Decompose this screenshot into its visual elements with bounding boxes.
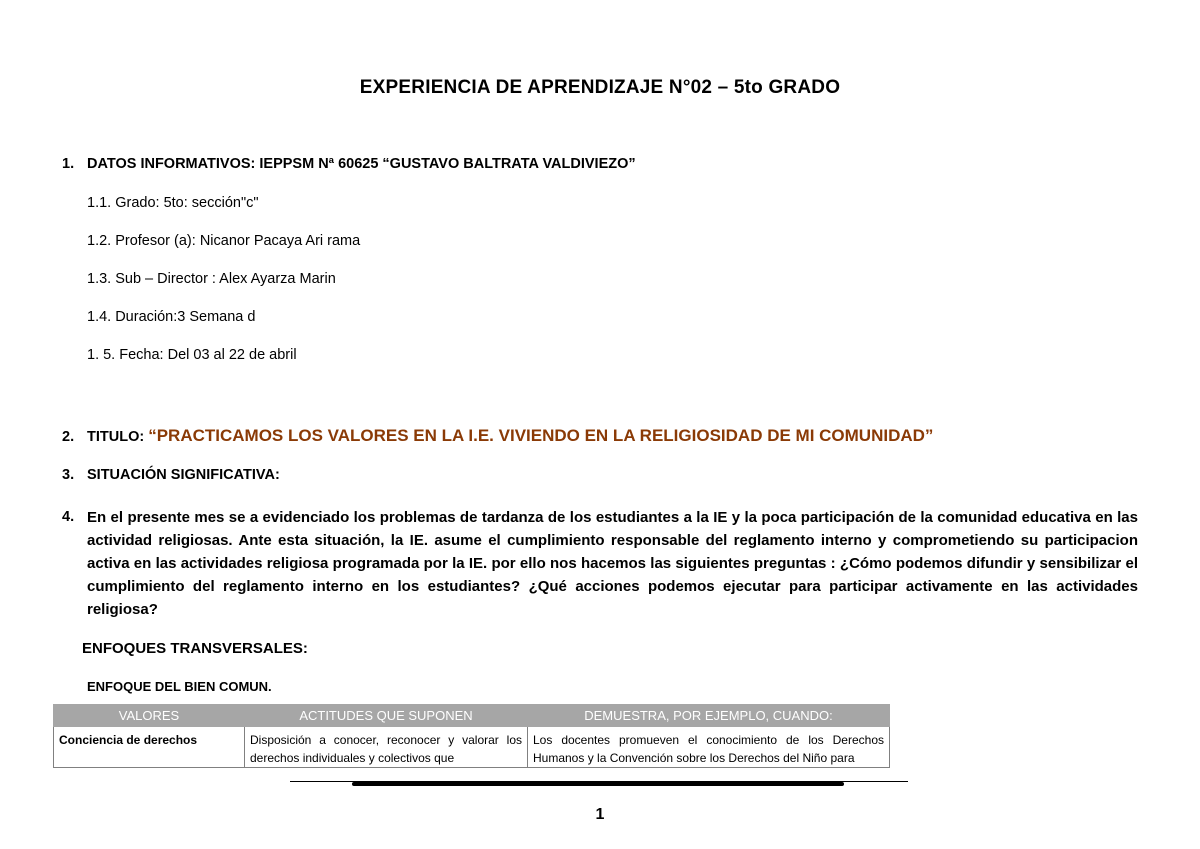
table-row [54, 727, 890, 768]
cell-actitud: Disposición a conocer, reconocer y valorar los derechos individuales y colectivos que [245, 727, 528, 768]
experience-title: “PRACTICAMOS LOS VALORES EN LA I.E. VIVIENDO EN LA RELIGIOSIDAD DE MI COMUNIDAD” [148, 426, 934, 445]
info-profesor: 1.2. Profesor (a): Nicanor Pacaya Ari rama [87, 233, 361, 249]
section-datos-informativos [62, 156, 636, 172]
section-label: SITUACIÓN SIGNIFICATIVA: [87, 467, 280, 483]
values-table [53, 704, 890, 768]
info-grado: 1.1. Grado: 5to: sección"c" [87, 195, 259, 211]
section-number: 4. [62, 509, 75, 525]
document-title: EXPERIENCIA DE APRENDIZAJE N°02 – 5to GRADO [359, 77, 841, 98]
header-actitudes: ACTITUDES QUE SUPONEN [245, 705, 528, 727]
info-subdirector: 1.3. Sub – Director : Alex Ayarza Marin [87, 271, 336, 287]
page-number: 1 [595, 806, 605, 823]
section-titulo [62, 426, 933, 446]
section-number: 3. [62, 467, 75, 483]
section-label: TITULO: [87, 429, 145, 445]
table-header-row [54, 705, 890, 727]
section-number: 1. [62, 156, 75, 172]
cell-valor: Conciencia de derechos [54, 727, 245, 768]
cell-demuestra: Los docentes promueven el conocimiento de los Derechos Humanos y la Convención sobre los Derechos del Niño para [528, 727, 890, 768]
situation-paragraph: En el presente mes se a evidenciado los problemas de tardanza de los estudiantes a la IE y la poca participación de la comunidad educativa en las actividad religiosas. Ante esta situación, la IE. asume el cumplimiento responsable del reglamento interno y comprometiendo su participacion activa en las actividades religiosa programada por la IE. por ello nos hacemos las siguientes preguntas : ¿Cómo podemos difundir y sensibilizar el cumplimiento del reglamento interno en los estudiantes? ¿Qué acciones podemos ejecutar para participar activamente en las actividades religiosa? [87, 509, 1138, 618]
header-valores: VALORES [54, 705, 245, 727]
enfoque-bien-comun-heading: ENFOQUE DEL BIEN COMUN. [87, 679, 272, 694]
footer-divider-thick [352, 782, 844, 786]
section-number: 2. [62, 429, 75, 445]
info-fecha: 1. 5. Fecha: Del 03 al 22 de abril [87, 347, 297, 363]
section-situacion [62, 467, 280, 483]
header-demuestra: DEMUESTRA, POR EJEMPLO, CUANDO: [528, 705, 890, 727]
section-label: DATOS INFORMATIVOS: IEPPSM Nª 60625 “GUSTAVO BALTRATA VALDIVIEZO” [87, 156, 636, 172]
info-duracion: 1.4. Duración:3 Semana d [87, 309, 256, 325]
enfoques-heading: ENFOQUES TRANSVERSALES: [82, 640, 308, 657]
